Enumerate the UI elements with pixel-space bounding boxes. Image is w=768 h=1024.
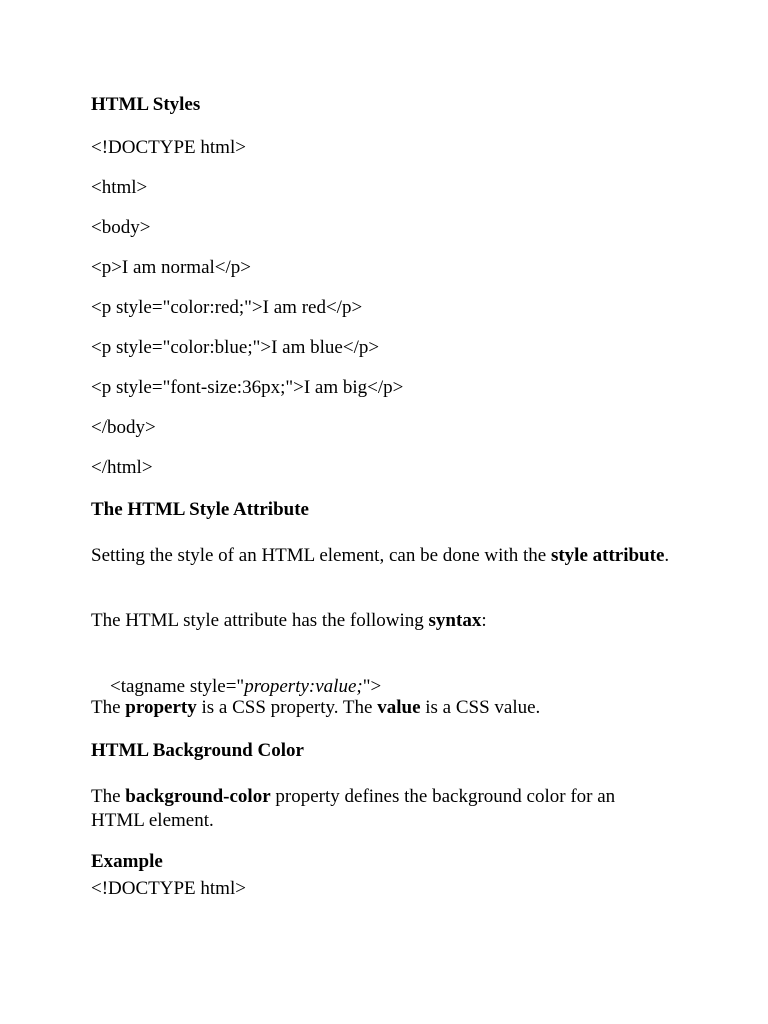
code-line: <body> xyxy=(91,217,151,238)
bold-term: syntax xyxy=(428,610,482,631)
section-heading-style-attribute: The HTML Style Attribute xyxy=(91,499,309,520)
code-line: </body> xyxy=(91,417,156,438)
syntax-text: <tagname style=" xyxy=(110,676,245,697)
bold-term: background-color xyxy=(125,786,271,807)
paragraph-syntax-intro xyxy=(91,609,671,633)
code-line: <p style="color:red;">I am red</p> xyxy=(91,297,363,318)
paragraph-property-value xyxy=(91,696,671,720)
bold-term: value xyxy=(377,697,421,718)
paragraph-text: : xyxy=(481,610,487,631)
code-line: <!DOCTYPE html> xyxy=(91,878,246,899)
bold-term: style attribute xyxy=(550,545,665,566)
document-title: HTML Styles xyxy=(91,94,201,115)
paragraph-text: property defines the background color for an HTML element. xyxy=(91,786,616,831)
paragraph-text: is a CSS value. xyxy=(420,697,541,718)
paragraph-text: The HTML style attribute has the following xyxy=(91,610,429,631)
paragraph-text: Setting the style of an HTML element, can be done with the xyxy=(91,545,551,566)
code-line: <p>I am normal</p> xyxy=(91,257,251,278)
paragraph-text: is a CSS property. The xyxy=(196,697,378,718)
bold-term: property xyxy=(125,697,197,718)
paragraph-text: . xyxy=(664,545,670,566)
code-line: <p style="font-size:36px;">I am big</p> xyxy=(91,377,404,398)
code-line: <!DOCTYPE html> xyxy=(91,137,246,158)
syntax-text: "> xyxy=(362,676,382,697)
paragraph-style-attribute xyxy=(91,544,671,568)
paragraph-background-color xyxy=(91,785,671,833)
syntax-italic: property:value; xyxy=(244,676,363,697)
code-line: <html> xyxy=(91,177,148,198)
paragraph-text: The xyxy=(91,697,126,718)
paragraph-text: The xyxy=(91,786,126,807)
section-heading-background-color: HTML Background Color xyxy=(91,740,304,761)
code-line: <p style="color:blue;">I am blue</p> xyxy=(91,337,380,358)
code-line: </html> xyxy=(91,457,153,478)
example-label: Example xyxy=(91,851,163,872)
